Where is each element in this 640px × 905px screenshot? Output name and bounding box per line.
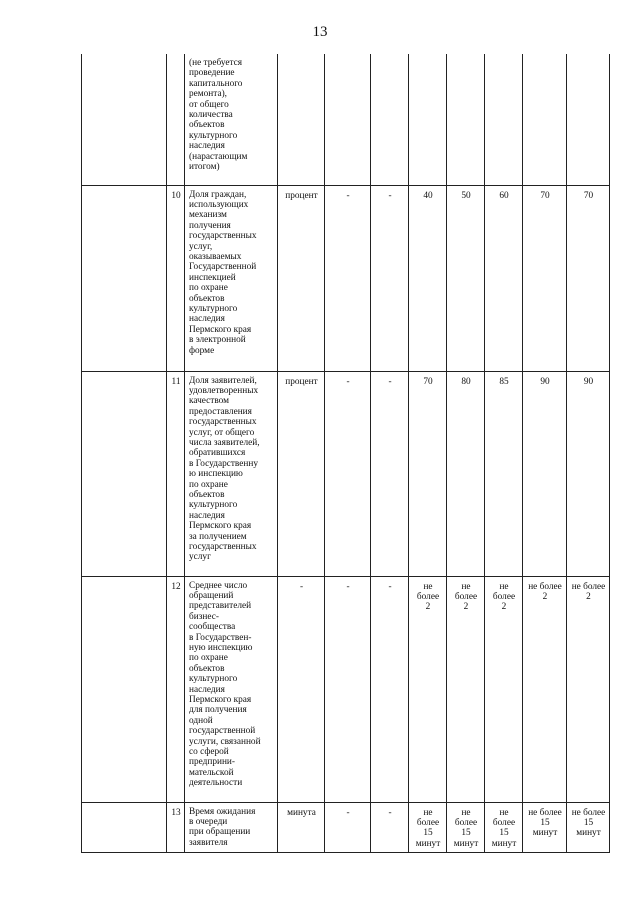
empty-cell (82, 576, 167, 802)
base-value-cell (371, 54, 409, 185)
indicator-name (185, 185, 278, 371)
indicator-name-line: для получения (189, 705, 247, 716)
indicator-name-line: ную инспекцию (189, 642, 253, 653)
indicator-name-line: форме (189, 345, 215, 356)
year-value-line: 2 (425, 602, 431, 613)
indicators-table (81, 54, 610, 853)
year-value-cell (485, 54, 523, 185)
indicator-name-line: представителей (189, 601, 252, 612)
unit-cell: процент (278, 371, 325, 576)
year-value-cell (567, 54, 610, 185)
base-value-cell: - (371, 802, 409, 853)
year-value-line: более (454, 591, 478, 602)
empty-cell (82, 185, 167, 371)
indicator-name-line: заявителя (189, 837, 228, 848)
unit-cell: процент (278, 185, 325, 371)
year-value-line: не более (528, 807, 562, 818)
year-value-cell (409, 802, 447, 853)
year-value-cell (485, 802, 523, 853)
year-value-cell (567, 576, 610, 802)
year-value-cell (447, 802, 485, 853)
row-number: 12 (167, 576, 185, 802)
year-value-line: 2 (501, 602, 507, 613)
year-value-line: не (461, 581, 471, 592)
indicator-name-line: одной (189, 715, 213, 726)
indicator-name-line: наследия (189, 684, 225, 695)
empty-cell (82, 802, 167, 853)
year-value-line: 15 (499, 828, 509, 839)
year-value-line: не (423, 807, 433, 818)
table-body (82, 54, 610, 853)
table-row (82, 371, 610, 576)
year-value-cell (447, 54, 485, 185)
indicator-name-line: Пермского края (189, 694, 252, 705)
indicator-name-line: государственных (189, 231, 257, 242)
page-number: 13 (312, 24, 328, 40)
indicator-name-line: по охране (189, 283, 228, 294)
year-value-line: не более (571, 807, 606, 818)
year-value-line: более (454, 817, 478, 828)
year-value-cell (523, 802, 567, 853)
table-row (82, 802, 610, 853)
row-number (167, 54, 185, 185)
indicator-name-line: качеством (189, 396, 230, 407)
year-value-line: не более (571, 581, 606, 592)
year-value-cell: 70 (409, 371, 447, 576)
year-value-cell: 90 (567, 371, 610, 576)
table-row (82, 54, 610, 185)
indicator-name-line: деятельности (189, 778, 243, 789)
indicator-name-line: итогом) (189, 162, 220, 173)
year-value-line: 15 (461, 828, 471, 839)
year-value-cell: 50 (447, 185, 485, 371)
table-row (82, 576, 610, 802)
year-value-cell: 90 (523, 371, 567, 576)
base-value-cell: - (371, 371, 409, 576)
indicator-name-line: бизнес- (189, 611, 219, 622)
indicator-name-line: государственных (189, 542, 257, 552)
indicator-name-line: от общего (189, 99, 229, 110)
indicator-name-line: в Государствен- (189, 632, 252, 643)
indicator-name-line: по охране (189, 653, 228, 664)
indicator-name-line: объектов (189, 489, 225, 500)
indicator-name-line: оказываемых (189, 251, 242, 262)
year-value-cell: 85 (485, 371, 523, 576)
year-value-line: более (492, 817, 516, 828)
indicator-name-line: числа заявителей, (189, 437, 260, 448)
indicator-name-line: в электронной (189, 335, 246, 346)
year-value-line: более (416, 591, 440, 602)
year-value-line: не более (528, 581, 562, 592)
indicator-name-line: в Государственну (189, 458, 258, 469)
year-value-cell: 80 (447, 371, 485, 576)
indicator-name-line: государственной (189, 726, 256, 737)
indicator-name-line: количества (189, 110, 233, 121)
indicator-name-line: (нарастающим (189, 151, 248, 162)
year-value-line: не (499, 807, 509, 818)
indicator-name-line: культурного (189, 130, 238, 141)
year-value-line: минут (491, 838, 517, 849)
indicator-name-line: удовлетворенных (189, 385, 259, 396)
year-value-cell: 60 (485, 185, 523, 371)
year-value-line: минут (532, 828, 558, 839)
indicator-name-line: за получением (189, 531, 247, 542)
year-value-line: 2 (586, 591, 591, 602)
indicator-name-line: объектов (189, 293, 225, 304)
indicator-name-line: Пермского края (189, 324, 252, 335)
base-value-cell: - (325, 185, 371, 371)
indicator-name-line: услуг, (189, 241, 213, 252)
indicator-name-line: государственных (189, 417, 257, 428)
indicator-name-line: объектов (189, 120, 225, 131)
indicator-name-line: ю инспекцию (189, 469, 243, 480)
indicator-name-line: обратившихся (189, 448, 246, 459)
base-value-cell: - (371, 185, 409, 371)
year-value-line: не (461, 807, 471, 818)
indicator-name-line: при обращении (189, 827, 251, 838)
indicator-name-line: ремонта), (189, 89, 228, 100)
indicator-name-line: Среднее число (189, 580, 248, 591)
unit-cell: минута (278, 802, 325, 853)
year-value-line: не (423, 581, 433, 592)
year-value-line: 15 (583, 817, 594, 828)
indicator-name (185, 802, 278, 853)
indicator-name-line: Пермского края (189, 521, 252, 532)
indicator-name (185, 576, 278, 802)
year-value-line: минут (453, 838, 479, 849)
indicator-name-line: услуг, от общего (189, 427, 255, 438)
indicator-name-line: услуг (189, 552, 211, 563)
indicator-name-line: Время ожидания (189, 806, 256, 817)
base-value-cell: - (325, 802, 371, 853)
indicator-name-line: наследия (189, 141, 225, 152)
indicator-name-line: капитального (189, 78, 243, 89)
year-value-line: более (492, 591, 516, 602)
year-value-cell (567, 802, 610, 853)
year-value-cell: 70 (567, 185, 610, 371)
year-value-line: 15 (423, 828, 433, 839)
row-number: 10 (167, 185, 185, 371)
indicator-name-line: получения (189, 220, 231, 231)
indicator-name-line: услуги, связанной (189, 736, 261, 747)
year-value-cell: 40 (409, 185, 447, 371)
indicator-name (185, 371, 278, 576)
year-value-line: 2 (463, 602, 469, 613)
unit-cell: - (278, 576, 325, 802)
indicator-name-line: культурного (189, 674, 238, 685)
indicator-name-line: в очереди (189, 816, 228, 827)
year-value-cell (447, 576, 485, 802)
year-value-cell (409, 54, 447, 185)
year-value-cell (523, 576, 567, 802)
indicator-name-line: наследия (189, 510, 225, 521)
year-value-line: более (416, 817, 440, 828)
year-value-cell: 70 (523, 185, 567, 371)
indicator-name-line: по охране (189, 479, 228, 490)
year-value-cell (485, 576, 523, 802)
year-value-line: 15 (540, 817, 550, 828)
year-value-line: 2 (542, 591, 548, 602)
indicator-name-line: Доля заявителей, (189, 375, 257, 386)
year-value-cell (523, 54, 567, 185)
base-value-cell: - (371, 576, 409, 802)
indicator-name-line: Доля граждан, (189, 189, 247, 200)
year-value-line: не (499, 581, 509, 592)
indicator-name-line: Государственной (189, 262, 257, 273)
base-value-cell: - (325, 371, 371, 576)
indicator-name-line: предоставления (189, 406, 252, 417)
year-value-cell (409, 576, 447, 802)
indicator-name-line: культурного (189, 500, 238, 511)
indicator-name-line: предприни- (189, 757, 236, 768)
empty-cell (82, 371, 167, 576)
indicator-name-line: проведение (189, 68, 235, 79)
indicator-name-line: со сферой (189, 747, 229, 757)
unit-cell (278, 54, 325, 185)
indicator-name-line: наследия (189, 314, 225, 325)
indicator-name-line: сообщества (189, 622, 236, 633)
indicator-name (185, 54, 278, 185)
table-row (82, 185, 610, 371)
indicator-name-line: использующих (189, 199, 249, 210)
base-value-cell: - (325, 576, 371, 802)
indicator-name-line: мательской (189, 767, 234, 778)
indicator-name-line: инспекцией (189, 272, 236, 283)
base-value-cell (325, 54, 371, 185)
indicator-name-line: (не требуется (189, 58, 243, 68)
row-number: 13 (167, 802, 185, 853)
year-value-line: минут (576, 828, 601, 839)
year-value-line: минут (415, 838, 441, 849)
row-number: 11 (167, 371, 185, 576)
empty-cell (82, 54, 167, 185)
indicator-name-line: культурного (189, 303, 238, 314)
indicator-name-line: механизм (189, 210, 227, 221)
indicator-name-line: объектов (189, 663, 225, 674)
indicator-name-line: обращений (189, 590, 234, 601)
